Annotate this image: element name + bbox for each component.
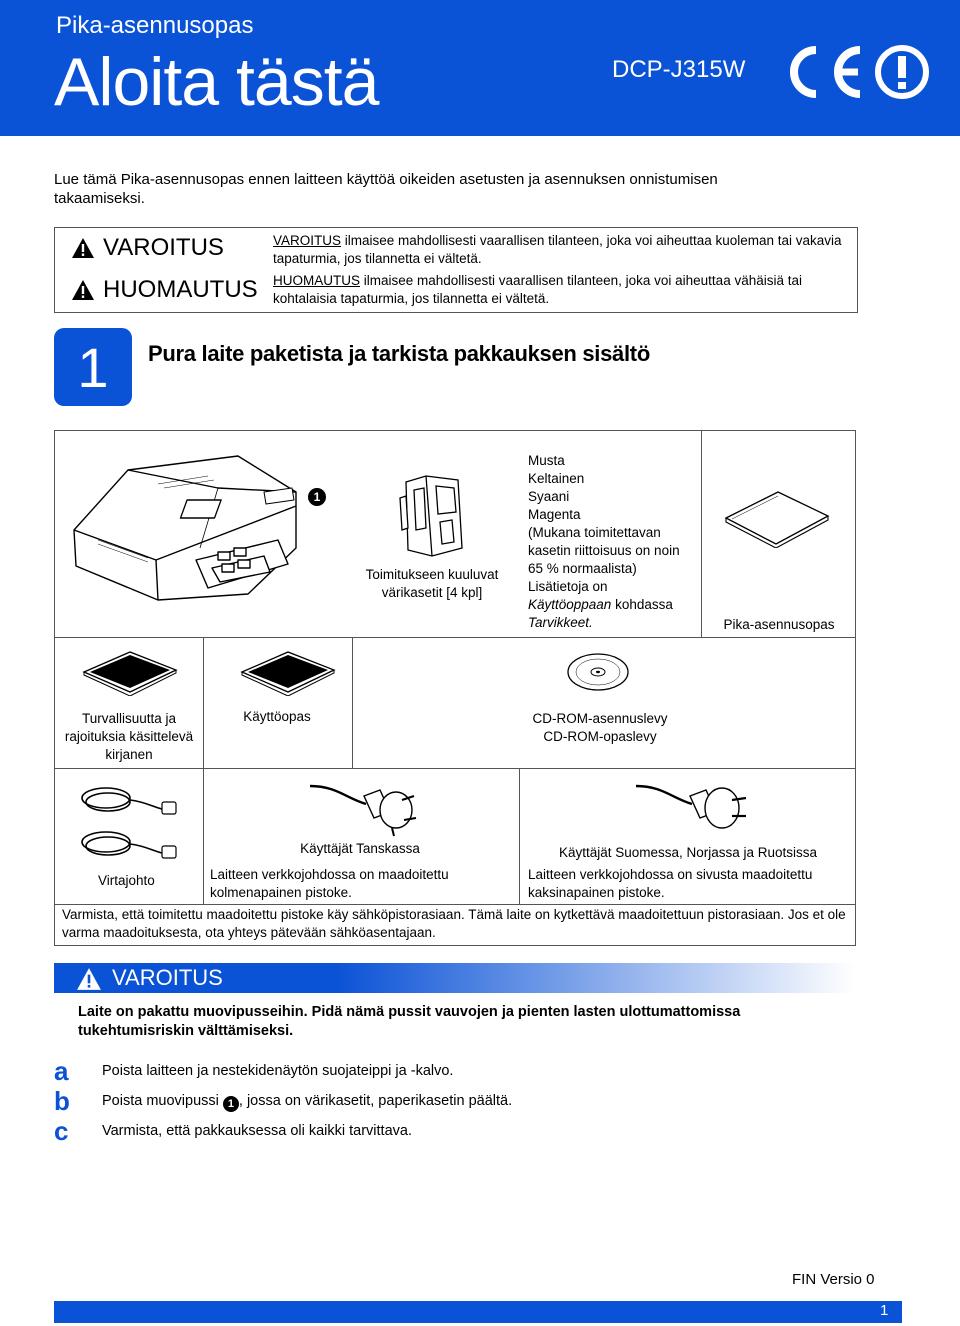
ink-ref-line	[528, 596, 698, 614]
ink-colour-magenta: Magenta	[528, 507, 581, 522]
row3-divider-h	[54, 904, 856, 905]
power-cord-label: Virtajohto	[98, 873, 155, 888]
safety-booklet-illustration	[80, 650, 180, 696]
row3-divider-2	[519, 768, 520, 904]
caution-row	[55, 270, 857, 312]
cd-rom-install-label: CD-ROM-asennuslevy	[532, 711, 668, 726]
warning-triangle-icon	[76, 967, 102, 991]
cd-rom-illustration	[566, 652, 630, 692]
callout-1-badge: 1	[308, 488, 326, 506]
ink-ref-guide: Käyttöoppaan	[528, 597, 612, 612]
caution-description	[273, 272, 848, 308]
warning-description	[273, 232, 848, 268]
quick-guide-label: Pika-asennusopas	[723, 617, 835, 632]
step-letter-c: c	[54, 1116, 69, 1146]
warning-label	[71, 234, 224, 262]
step-b-text: Poista muovipussi 1 , jossa on värikasetit, paperikasetin päältä.	[102, 1093, 513, 1110]
warning-definitions-table	[54, 227, 858, 313]
denmark-plug-description: Laitteen verkkojohdossa on maadoitettu kolmenapainen pistoke.	[210, 867, 449, 900]
safety-booklet-label: Turvallisuutta ja rajoituksia käsittelevä kirjanen	[64, 711, 194, 762]
ink-cartridges-illustration	[396, 468, 470, 560]
ink-more-info: Lisätietoja on	[528, 579, 608, 594]
intro-text: Lue tämä Pika-asennusopas ennen laitteen käyttöä oikeiden asetusten ja asennuksen onnistumisen takaamiseksi.	[54, 171, 718, 207]
three-pin-plug-illustration	[306, 776, 426, 838]
ink-colour-list	[528, 452, 698, 632]
warning-triangle-icon	[71, 237, 95, 259]
grounding-note: Varmista, että toimitettu maadoitettu pistoke käy sähköpistorasiaan. Tämä laite on kytkettävä maadoitettuun pistorasiaan. Jos et ole varma maadoituksesta, ota yhteys pätevään sähköasentajaan.	[62, 907, 846, 940]
caution-label	[71, 276, 258, 304]
printer-illustration	[68, 448, 304, 608]
warning-label-text: VAROITUS	[103, 234, 224, 261]
cd-rom-docs-label: CD-ROM-opaslevy	[543, 729, 657, 744]
power-cord-coils-illustration	[72, 780, 184, 872]
model-number: DCP-J315W	[612, 56, 746, 83]
warning-description-text: ilmaisee mahdollisesti vaarallisen tilanteen, joka voi aiheuttaa kuoleman tai vakavia tapaturmia, jos tilannetta ei vältetä.	[273, 233, 842, 266]
ink-ref-end: Tarvikkeet.	[528, 615, 593, 630]
callout-1-inline-badge: 1	[223, 1096, 239, 1112]
ink-yield-note: (Mukana toimitettavan kasetin riittoisuus on noin 65 % normaalista)	[528, 525, 680, 576]
warning-triangle-icon	[71, 279, 95, 301]
warning-row	[55, 228, 857, 270]
nordic-users-label: Käyttäjät Suomessa, Norjassa ja Ruotsissa	[558, 845, 818, 860]
ink-colour-black: Musta	[528, 453, 565, 468]
warning-banner-title: VAROITUS	[112, 965, 223, 990]
denmark-users-label: Käyttäjät Tanskassa	[300, 841, 420, 856]
user-guide-label: Käyttöopas	[243, 709, 311, 724]
ink-colour-yellow: Keltainen	[528, 471, 585, 486]
step-number-badge: 1	[54, 328, 132, 406]
ce-mark-icon	[776, 44, 866, 100]
section-title: Pura laite paketista ja tarkista pakkauksen sisältö	[148, 341, 650, 366]
page-number: 1	[880, 1302, 889, 1319]
step-c-text: Varmista, että pakkauksessa oli kaikki tarvittava.	[102, 1123, 412, 1139]
quick-guide-booklet-illustration	[722, 488, 832, 548]
warning-banner-text: Laite on pakattu muovipusseihin. Pidä nämä pussit vauvojen ja pienten lasten ulottumattomissa tukehtumisriskin välttämiseksi.	[78, 1004, 741, 1039]
guide-subtitle: Pika-asennusopas	[56, 12, 254, 39]
page-title: Aloita tästä	[54, 44, 379, 120]
document-version: FIN Versio 0	[792, 1271, 875, 1288]
row3-divider-1	[203, 768, 204, 904]
ink-ref-rest: kohdassa	[611, 597, 673, 612]
caution-description-text: ilmaisee mahdollisesti vaarallisen tilanteen, joka voi aiheuttaa vähäisiä tai kohtalaisia tapaturmia, jos tilannetta ei vältetä.	[273, 273, 802, 306]
ink-colour-cyan: Syaani	[528, 489, 570, 504]
alert-mark-icon	[872, 44, 932, 100]
nordic-plug-description: Laitteen verkkojohdossa on sivusta maadoitettu kaksinapainen pistoke.	[528, 867, 813, 900]
step-letter-b: b	[54, 1086, 70, 1116]
caution-term: HUOMAUTUS	[273, 273, 360, 288]
footer-bar	[54, 1301, 902, 1323]
two-pin-plug-illustration	[632, 776, 752, 838]
user-guide-illustration	[238, 650, 338, 696]
warning-term: VAROITUS	[273, 233, 342, 248]
caution-label-text: HUOMAUTUS	[103, 276, 258, 303]
step-a-text: Poista laitteen ja nestekidenäytön suojateippi ja -kalvo.	[102, 1063, 454, 1079]
ink-caption: Toimitukseen kuuluvat värikasetit [4 kpl]	[365, 567, 499, 600]
step-letter-a: a	[54, 1056, 69, 1086]
